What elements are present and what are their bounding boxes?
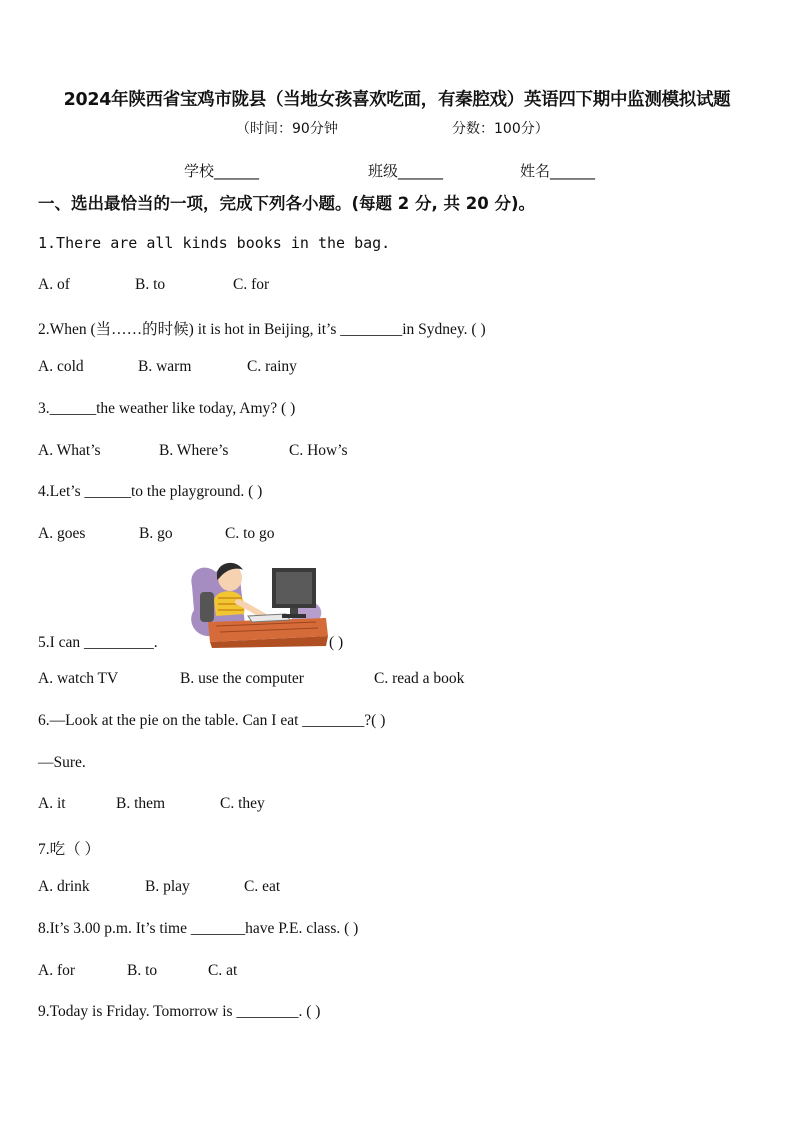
class-field: 班级______ <box>368 162 444 180</box>
question-1-stem: 1.There are all kinds books in the bag. <box>38 234 391 252</box>
q6-option-b: B. them <box>116 795 166 812</box>
q2-option-b: B. warm <box>138 358 192 375</box>
question-8-stem: 8.It’s 3.00 p.m. It’s time _______have P.E. class. ( ) <box>38 920 359 937</box>
question-4-stem: 4.Let’s ______to the playground. ( ) <box>38 483 263 500</box>
question-7-stem: 7.吃（ ） <box>38 841 101 858</box>
q4-option-a: A. goes <box>38 525 86 542</box>
q7-option-a: A. drink <box>38 878 90 895</box>
question-5-stem: 5.I can _________. <box>38 634 158 651</box>
q2-option-a: A. cold <box>38 358 84 375</box>
q3-option-c: C. How’s <box>289 442 348 459</box>
section-heading: 一、选出最恰当的一项，完成下列各小题。(每题 2 分, 共 20 分)。 <box>38 194 536 213</box>
school-field: 学校______ <box>184 162 260 180</box>
q6-option-a: A. it <box>38 795 66 812</box>
q6-option-c: C. they <box>220 795 265 812</box>
q8-option-c: C. at <box>208 962 238 979</box>
q5-answer-paren: ( ) <box>329 634 344 651</box>
q1-option-b: B. to <box>135 276 166 293</box>
q4-option-b: B. go <box>139 525 173 542</box>
q1-option-c: C. for <box>233 276 270 293</box>
q7-option-b: B. play <box>145 878 190 895</box>
page-title: 2024年陕西省宝鸡市陇县（当地女孩喜欢吃面，有秦腔戏）英语四下期中监测模拟试题 <box>63 90 731 110</box>
exam-time: （时间：90分钟 <box>236 121 338 137</box>
question-6-stem: 6.—Look at the pie on the table. Can I eat ________?( ) <box>38 712 386 729</box>
question-6-reply: —Sure. <box>38 754 86 771</box>
q3-option-a: A. What’s <box>38 442 101 459</box>
q8-option-a: A. for <box>38 962 76 979</box>
q1-option-a: A. of <box>38 276 70 293</box>
q4-option-c: C. to go <box>225 525 275 542</box>
q7-option-c: C. eat <box>244 878 281 895</box>
q3-option-b: B. Where’s <box>159 442 229 459</box>
boy-using-computer-illustration <box>186 556 332 648</box>
question-2-stem: 2.When (当……的时候) it is hot in Beijing, it’s ________in Sydney. ( ) <box>38 321 486 338</box>
exam-score: 分数：100分） <box>452 121 549 137</box>
q5-option-c: C. read a book <box>374 670 465 687</box>
name-field: 姓名______ <box>520 162 596 180</box>
question-9-stem: 9.Today is Friday. Tomorrow is ________. ( ) <box>38 1003 321 1020</box>
q2-option-c: C. rainy <box>247 358 297 375</box>
q5-option-a: A. watch TV <box>38 670 119 687</box>
q8-option-b: B. to <box>127 962 158 979</box>
question-3-stem: 3.______the weather like today, Amy? ( ) <box>38 400 296 417</box>
q5-option-b: B. use the computer <box>180 670 304 687</box>
